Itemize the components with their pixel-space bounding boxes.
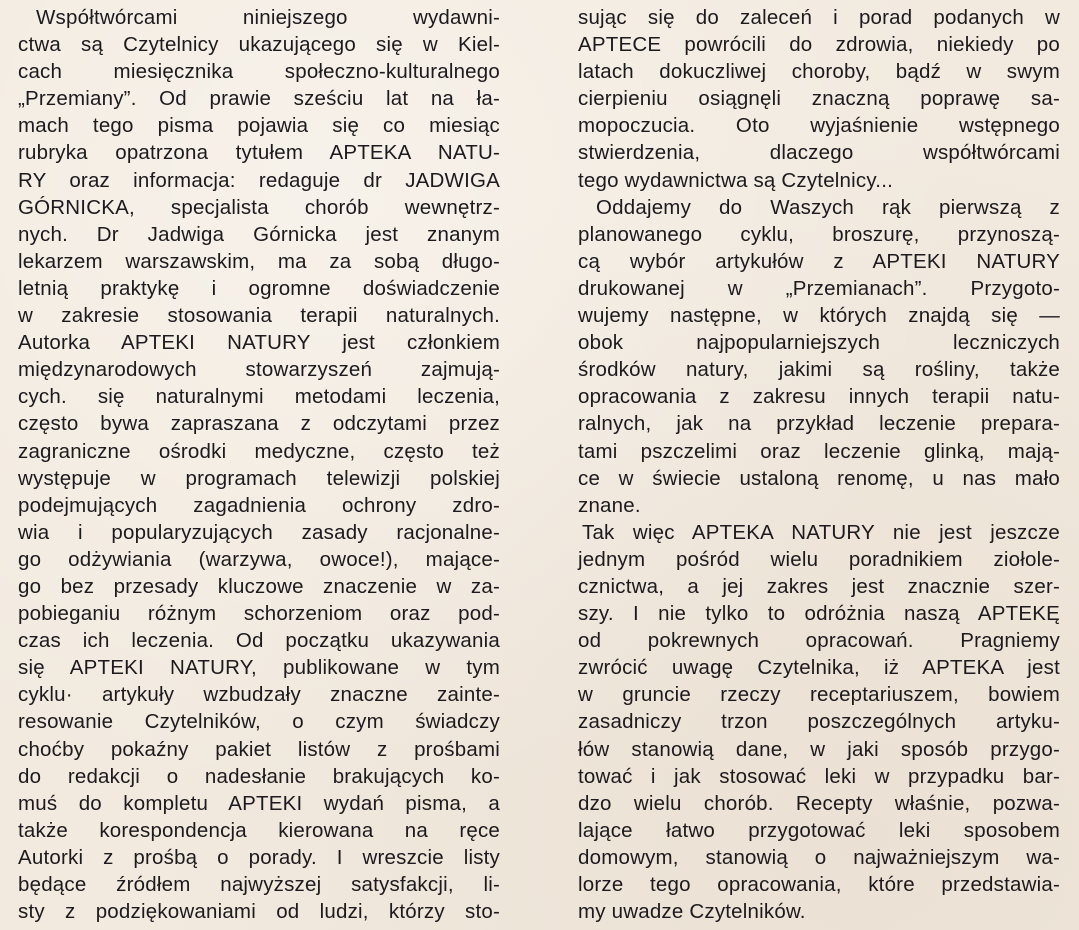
text-column-right — [578, 4, 1060, 925]
text-line: często bywa zapraszana z odczytami przez — [18, 412, 500, 436]
text-line: domowym, stanowią o najważniejszym wa- — [578, 845, 1060, 869]
text-column-left — [18, 4, 500, 925]
text-line: lające łatwo przygotować leki sposobem — [578, 818, 1060, 842]
text-line: latach dokuczliwej choroby, bądź w swym — [578, 60, 1060, 84]
text-line: muś do kompletu APTEKI wydań pisma, a — [18, 791, 500, 815]
text-line: choćby pokaźny pakiet listów z prośbami — [18, 737, 500, 761]
text-line: także korespondencja kierowana na ręce — [18, 818, 500, 842]
text-line: APTECE powrócili do zdrowia, niekiedy po — [578, 33, 1060, 57]
text-line: rubryka opatrzona tytułem APTEKA NATU- — [18, 141, 500, 165]
text-line: cyklu· artykuły wzbudzały znaczne zainte- — [18, 683, 500, 707]
text-line: RY oraz informacja: redaguje dr JADWIGA — [18, 168, 500, 192]
text-line: tego wydawnictwa są Czytelnicy... — [578, 168, 893, 192]
text-line: w gruncie rzeczy receptariuszem, bowiem — [578, 683, 1060, 707]
text-line: mach tego pisma pojawia się co miesiąc — [18, 114, 500, 138]
text-line: zasadniczy trzon poszczególnych artyku- — [578, 710, 1060, 734]
text-line: nych. Dr Jadwiga Górnicka jest znanym — [18, 222, 500, 246]
text-line: wia i popularyzujących zasady racjonalne- — [18, 520, 500, 544]
text-line: Tak więc APTEKA NATURY nie jest jeszcze — [582, 520, 1060, 544]
text-line: cznictwa, a jej zakres jest znacznie szer- — [578, 574, 1060, 598]
text-line: się APTEKI NATURY, publikowane w tym — [18, 656, 500, 680]
text-line: stwierdzenia, dlaczego współtwórcami — [578, 141, 1060, 165]
text-line: międzynarodowych stowarzyszeń zajmują- — [18, 358, 500, 382]
text-line: Autorka APTEKI NATURY jest członkiem — [18, 331, 500, 355]
text-line: lorze tego opracowania, które przedstawia- — [578, 873, 1060, 896]
text-line: będące źródłem najwyższej satysfakcji, li- — [18, 873, 500, 896]
text-line: ce w świecie ustaloną renomę, u nas mało — [578, 466, 1060, 490]
text-line: jednym pośród wielu poradnikiem ziołole- — [578, 547, 1060, 571]
text-line: czas ich leczenia. Od początku ukazywania — [18, 629, 500, 653]
text-line: Autorki z prośbą o porady. I wreszcie listy — [18, 845, 500, 869]
text-line: zwrócić uwagę Czytelnika, iż APTEKA jest — [578, 656, 1060, 680]
text-line: ctwa są Czytelnicy ukazującego się w Kiel- — [18, 33, 500, 57]
text-line: zagraniczne ośrodki medyczne, często też — [18, 439, 500, 463]
text-line: tować i jak stosować leki w przypadku bar- — [578, 764, 1060, 788]
text-line: środków natury, jakimi są rośliny, także — [578, 358, 1060, 382]
text-line: planowanego cyklu, broszurę, przynoszą- — [578, 222, 1060, 246]
text-line: tami pszczelimi oraz leczenie glinką, mają- — [578, 439, 1060, 463]
text-line: cach miesięcznika społeczno-kulturalnego — [18, 60, 500, 84]
text-line: łów stanowią dane, w jaki sposób przygo- — [578, 737, 1060, 761]
text-line: opracowania z zakresu innych terapii natu- — [578, 385, 1060, 409]
text-line: występuje w programach telewizji polskiej — [18, 466, 500, 490]
text-line: „Przemiany”. Od prawie sześciu lat na ła- — [18, 87, 500, 111]
text-line: Oddajemy do Waszych rąk pierwszą z — [596, 195, 1060, 219]
text-line: dzo wielu chorób. Recepty właśnie, pozwa- — [578, 791, 1060, 815]
text-line: szy. I nie tylko to odróżnia naszą APTEKĘ — [578, 602, 1060, 626]
text-line: pobieganiu różnym schorzeniom oraz pod- — [18, 602, 500, 626]
text-line: sując się do zaleceń i porad podanych w — [578, 6, 1060, 29]
text-line: go bez przesady kluczowe znaczenie w za- — [18, 574, 500, 598]
text-line: cą wybór artykułów z APTEKI NATURY — [578, 249, 1060, 273]
text-line: resowanie Czytelników, o czym świadczy — [18, 710, 500, 734]
text-line: go odżywiania (warzywa, owoce!), mające- — [18, 547, 500, 571]
text-line: cych. się naturalnymi metodami leczenia, — [18, 385, 500, 409]
text-line: GÓRNICKA, specjalista chorób wewnętrz- — [18, 195, 500, 219]
text-line: znane. — [578, 493, 641, 517]
text-line: my uwadze Czytelników. — [578, 900, 806, 924]
text-line: sty z podziękowaniami od ludzi, którzy sto- — [18, 900, 500, 924]
text-line: podejmujących zagadnienia ochrony zdro- — [18, 493, 500, 517]
text-line: do redakcji o nadesłanie brakujących ko- — [18, 764, 500, 788]
text-line: od pokrewnych opracowań. Pragniemy — [578, 629, 1060, 653]
text-line: lekarzem warszawskim, ma za sobą długo- — [18, 249, 500, 273]
text-line: obok najpopularniejszych leczniczych — [578, 331, 1060, 355]
text-line: letnią praktykę i ogromne doświadczenie — [18, 276, 500, 300]
text-line: mopoczucia. Oto wyjaśnienie wstępnego — [578, 114, 1060, 138]
text-line: wujemy następne, w których znajdą się — — [578, 304, 1060, 328]
text-line: cierpieniu osiągnęli znaczną poprawę sa- — [578, 87, 1060, 111]
text-line: drukowanej w „Przemianach”. Przygoto- — [578, 276, 1060, 300]
text-line: w zakresie stosowania terapii naturalnych. — [18, 304, 500, 328]
text-line: ralnych, jak na przykład leczenie prepara- — [578, 412, 1060, 436]
text-line: Współtwórcami niniejszego wydawni- — [36, 6, 500, 29]
